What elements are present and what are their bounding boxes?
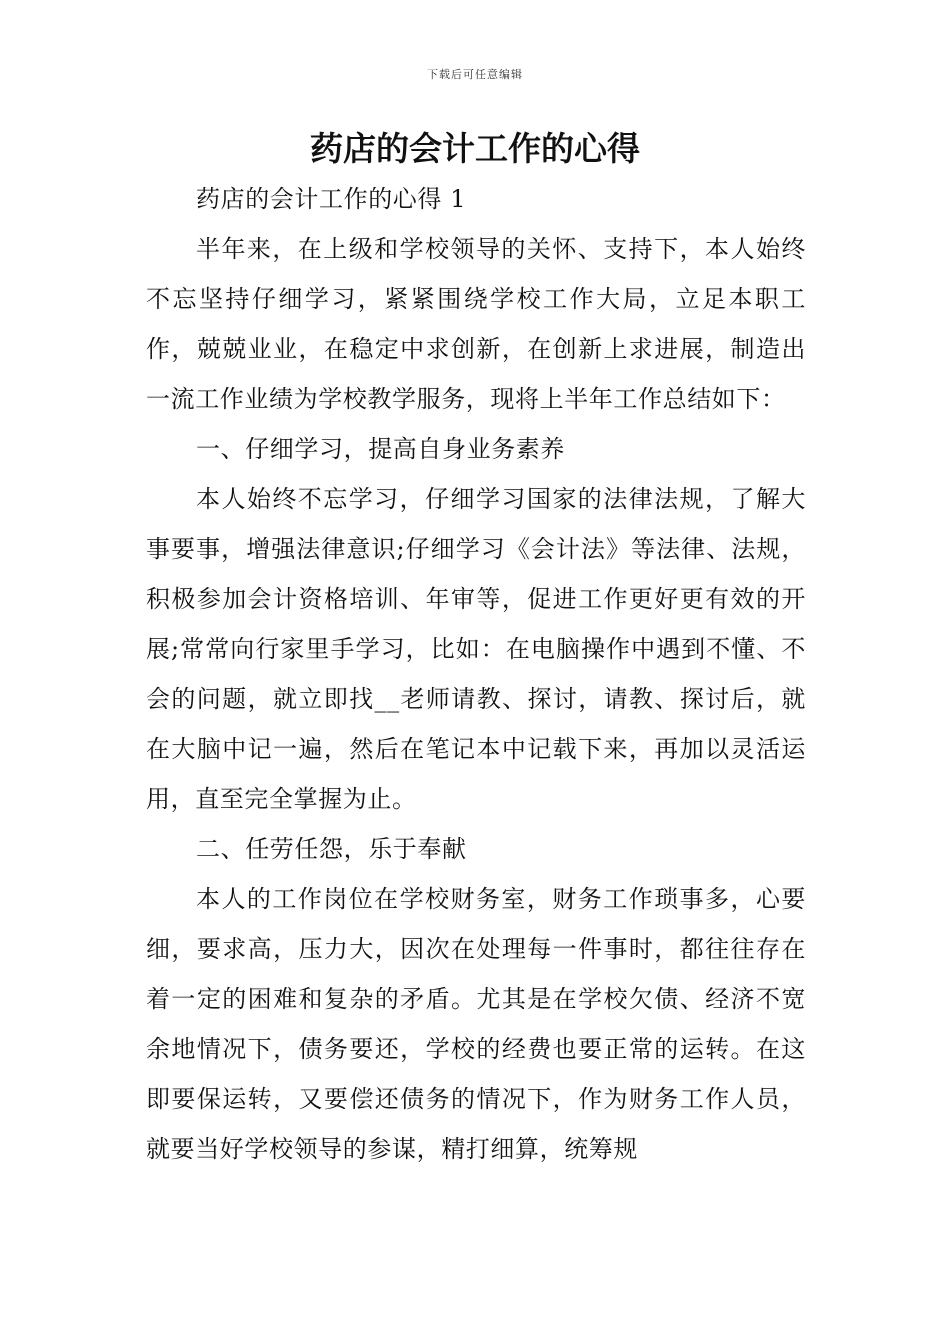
paragraph: 本人始终不忘学习，仔细学习国家的法律法规，了解大事要事，增强法律意识;仔细学习《会计法》等法律、法规，积极参加会计资格培训、年审等，促进工作更好更有效的开展;常常向行家里手学习，比如：在电脑操作中遇到不懂、不会的问题，就立即找__老师请教、探讨，请教、探讨后，就在大脑中记一遍，然后在笔记本中记载下来，再加以灵活运用，直至完全掌握为止。 bbox=[146, 485, 806, 813]
section-heading: 一、仔细学习，提高自身业务素养 bbox=[196, 435, 565, 463]
header-note: 下载后可任意编辑 bbox=[427, 68, 523, 81]
paragraph: 半年来，在上级和学校领导的关怀、支持下，本人始终不忘坚持仔细学习，紧紧围绕学校工作大局，立足本职工作，兢兢业业，在稳定中求创新，在创新上求进展，制造出一流工作业绩为学校教学服务，现将上半年工作总结如下： bbox=[146, 235, 806, 413]
paragraph: 本人的工作岗位在学校财务室，财务工作琐事多，心要细，要求高，压力大，因次在处理每一件事时，都往往存在着一定的困难和复杂的矛盾。尤其是在学校欠债、经济不宽余地情况下，债务要还，学校的经费也要正常的运转。在这即要保运转，又要偿还债务的情况下，作为财务工作人员，就要当好学校领导的参谋，精打细算，统筹规 bbox=[146, 885, 806, 1163]
section-heading: 二、任劳任怨，乐于奉献 bbox=[196, 835, 467, 863]
document-title: 药店的会计工作的心得 bbox=[310, 129, 640, 168]
section-heading: 药店的会计工作的心得 1 bbox=[196, 185, 467, 213]
document-body bbox=[146, 174, 806, 1174]
